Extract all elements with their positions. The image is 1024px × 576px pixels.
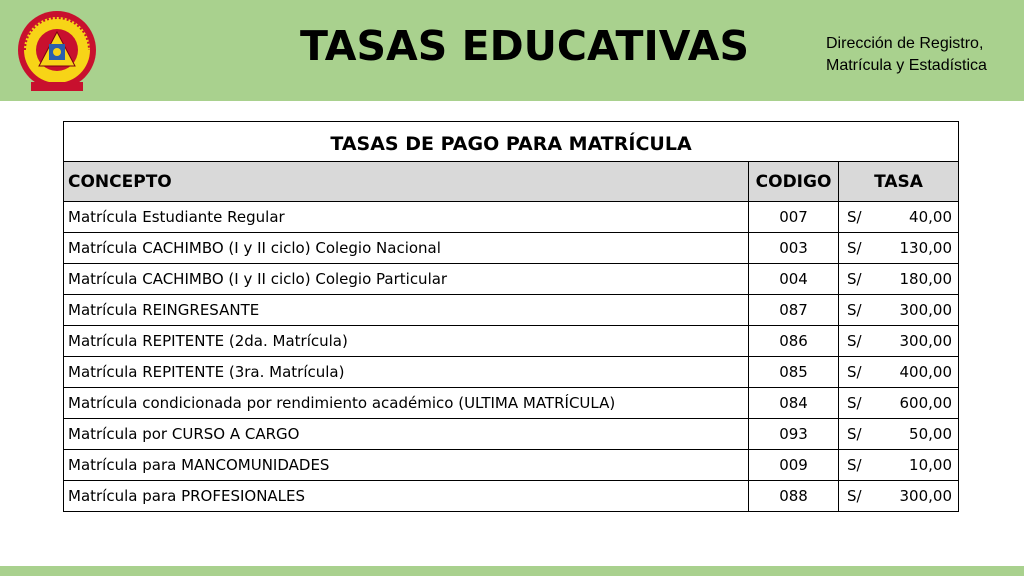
amount-cell: 180,00 (869, 264, 959, 295)
code-cell: 084 (749, 388, 839, 419)
footer-band (0, 566, 1024, 576)
currency-cell: S/ (839, 233, 869, 264)
concept-cell: Matrícula REPITENTE (2da. Matrícula) (64, 326, 749, 357)
currency-cell: S/ (839, 264, 869, 295)
table-title: TASAS DE PAGO PARA MATRÍCULA (64, 122, 959, 162)
currency-cell: S/ (839, 450, 869, 481)
page-title: TASAS EDUCATIVAS (300, 22, 749, 70)
table-row (64, 481, 959, 512)
header-concept: CONCEPTO (64, 162, 749, 202)
code-cell: 087 (749, 295, 839, 326)
fees-table (63, 121, 959, 512)
concept-cell: Matrícula CACHIMBO (I y II ciclo) Colegio Particular (64, 264, 749, 295)
concept-cell: Matrícula condicionada por rendimiento académico (ULTIMA MATRÍCULA) (64, 388, 749, 419)
department-line-1: Dirección de Registro, (826, 35, 984, 52)
concept-cell: Matrícula REPITENTE (3ra. Matrícula) (64, 357, 749, 388)
table-header-row (64, 162, 959, 202)
amount-cell: 50,00 (869, 419, 959, 450)
concept-cell: Matrícula REINGRESANTE (64, 295, 749, 326)
currency-cell: S/ (839, 357, 869, 388)
university-logo (15, 10, 99, 94)
code-cell: 004 (749, 264, 839, 295)
amount-cell: 10,00 (869, 450, 959, 481)
currency-cell: S/ (839, 326, 869, 357)
code-cell: 088 (749, 481, 839, 512)
code-cell: 085 (749, 357, 839, 388)
header-code: CODIGO (749, 162, 839, 202)
code-cell: 093 (749, 419, 839, 450)
amount-cell: 300,00 (869, 295, 959, 326)
code-cell: 009 (749, 450, 839, 481)
concept-cell: Matrícula Estudiante Regular (64, 202, 749, 233)
amount-cell: 40,00 (869, 202, 959, 233)
table-row (64, 357, 959, 388)
amount-cell: 300,00 (869, 326, 959, 357)
table-row (64, 419, 959, 450)
table-row (64, 388, 959, 419)
code-cell: 086 (749, 326, 839, 357)
amount-cell: 600,00 (869, 388, 959, 419)
table-row (64, 233, 959, 264)
currency-cell: S/ (839, 202, 869, 233)
department-line-2: Matrícula y Estadística (826, 57, 987, 74)
concept-cell: Matrícula para PROFESIONALES (64, 481, 749, 512)
table-row (64, 295, 959, 326)
concept-cell: Matrícula para MANCOMUNIDADES (64, 450, 749, 481)
concept-cell: Matrícula por CURSO A CARGO (64, 419, 749, 450)
table-row (64, 326, 959, 357)
currency-cell: S/ (839, 419, 869, 450)
table-row (64, 450, 959, 481)
table-body (64, 202, 959, 512)
currency-cell: S/ (839, 388, 869, 419)
amount-cell: 400,00 (869, 357, 959, 388)
concept-cell: Matrícula CACHIMBO (I y II ciclo) Colegio Nacional (64, 233, 749, 264)
table-row (64, 202, 959, 233)
header-band (0, 0, 1024, 101)
currency-cell: S/ (839, 481, 869, 512)
currency-cell: S/ (839, 295, 869, 326)
header-rate: TASA (839, 162, 959, 202)
department-label (826, 33, 987, 77)
amount-cell: 300,00 (869, 481, 959, 512)
code-cell: 003 (749, 233, 839, 264)
code-cell: 007 (749, 202, 839, 233)
amount-cell: 130,00 (869, 233, 959, 264)
table-title-row (64, 122, 959, 162)
table-row (64, 264, 959, 295)
